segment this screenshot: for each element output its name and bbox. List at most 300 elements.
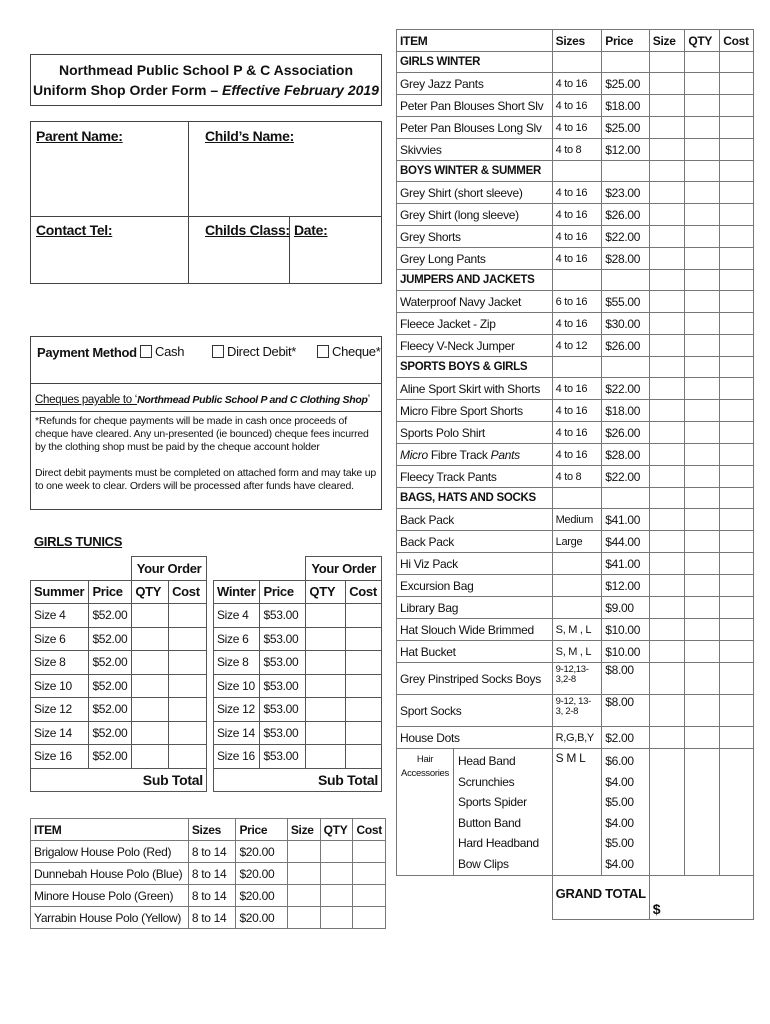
item-cost-cell[interactable] bbox=[720, 641, 754, 663]
section-title: BAGS, HATS AND SOCKS bbox=[397, 488, 553, 509]
item-sizes bbox=[552, 553, 602, 575]
item-name: Hi Viz Pack bbox=[397, 553, 553, 575]
winter-qty-cell[interactable] bbox=[306, 627, 346, 651]
item-qty-cell[interactable] bbox=[685, 619, 720, 641]
item-cost-cell[interactable] bbox=[720, 248, 754, 270]
summer-price: $52.00 bbox=[89, 627, 132, 651]
cheques-payable-line bbox=[35, 394, 370, 406]
item-price: $44.00 bbox=[602, 531, 650, 553]
item-sizes: 4 to 16 bbox=[552, 422, 602, 444]
item-qty-cell[interactable] bbox=[685, 117, 720, 139]
payment-cheque-option[interactable] bbox=[317, 344, 381, 359]
item-name-italic-part bbox=[400, 448, 520, 462]
item-size-cell[interactable] bbox=[649, 663, 685, 695]
payment-direct-debit-option[interactable] bbox=[212, 344, 296, 359]
item-sizes: 4 to 8 bbox=[552, 139, 602, 161]
cheque-checkbox[interactable] bbox=[317, 345, 329, 358]
item-qty-cell[interactable] bbox=[685, 335, 720, 357]
hair-item-price: $5.00 bbox=[605, 795, 634, 809]
item-size-cell[interactable] bbox=[649, 248, 685, 270]
item-sizes: 4 to 16 bbox=[552, 313, 602, 335]
item-name: Aline Sport Skirt with Shorts bbox=[397, 378, 553, 400]
summer-price: $52.00 bbox=[89, 651, 132, 675]
item-size-cell[interactable] bbox=[649, 291, 685, 313]
item-name: Hat Bucket bbox=[397, 641, 553, 663]
summer-qty-cell[interactable] bbox=[132, 698, 169, 722]
winter-qty-cell[interactable] bbox=[306, 745, 346, 769]
summer-cost-cell[interactable] bbox=[169, 627, 207, 651]
item-row bbox=[397, 139, 754, 161]
item-price: $2.00 bbox=[602, 727, 650, 749]
tunic-row bbox=[31, 627, 382, 651]
summer-qty-cell[interactable] bbox=[132, 674, 169, 698]
item-qty-cell[interactable] bbox=[685, 226, 720, 248]
item-size-cell[interactable] bbox=[649, 466, 685, 488]
section-title: SPORTS BOYS & GIRLS bbox=[397, 357, 553, 378]
winter-qty-cell[interactable] bbox=[306, 604, 346, 628]
summer-your-order-header: Your Order bbox=[132, 557, 207, 581]
item-sizes: 6 to 16 bbox=[552, 291, 602, 313]
item-price: $28.00 bbox=[602, 248, 650, 270]
item-cost-cell[interactable] bbox=[720, 139, 754, 161]
summer-price: $52.00 bbox=[89, 698, 132, 722]
item-sizes: R,G,B,Y bbox=[552, 727, 602, 749]
hair-empty-cell[interactable] bbox=[720, 749, 754, 876]
tunic-row bbox=[31, 698, 382, 722]
item-cost-cell[interactable] bbox=[720, 204, 754, 226]
section-empty-cell bbox=[602, 161, 650, 182]
summer-cost-header: Cost bbox=[169, 580, 207, 604]
direct-debit-checkbox[interactable] bbox=[212, 345, 224, 358]
hair-item-name: Button Band bbox=[458, 815, 521, 830]
item-row bbox=[397, 117, 754, 139]
item-sizes: 4 to 16 bbox=[552, 182, 602, 204]
item-price: $12.00 bbox=[602, 139, 650, 161]
item-name: Sport Socks bbox=[397, 695, 553, 727]
section-empty-cell bbox=[649, 161, 685, 182]
winter-cost-cell[interactable] bbox=[346, 627, 382, 651]
item-size-cell[interactable] bbox=[649, 531, 685, 553]
item-name: Peter Pan Blouses Short Slv bbox=[397, 95, 553, 117]
winter-cost-cell[interactable] bbox=[346, 651, 382, 675]
item-size-cell[interactable] bbox=[649, 335, 685, 357]
uniform-items-table bbox=[396, 29, 754, 920]
section-header-row bbox=[397, 488, 754, 509]
item-name: Grey Pinstriped Socks Boys bbox=[397, 663, 553, 695]
tunic-row bbox=[31, 721, 382, 745]
cheque-label: Cheque* bbox=[332, 344, 381, 359]
item-qty-cell[interactable] bbox=[685, 695, 720, 727]
item-size-cell[interactable] bbox=[649, 575, 685, 597]
section-empty-cell bbox=[602, 52, 650, 73]
house-sizes: 8 to 14 bbox=[188, 863, 236, 885]
item-name: Sports Polo Shirt bbox=[397, 422, 553, 444]
item-size-cell[interactable] bbox=[649, 444, 685, 466]
contact-tel-label: Contact Tel: bbox=[36, 222, 113, 238]
item-name: Hat Slouch Wide Brimmed bbox=[397, 619, 553, 641]
item-cost-cell[interactable] bbox=[720, 509, 754, 531]
item-price: $25.00 bbox=[602, 117, 650, 139]
summer-qty-cell[interactable] bbox=[132, 745, 169, 769]
winter-price: $53.00 bbox=[260, 651, 306, 675]
house-qty-cell[interactable] bbox=[320, 841, 353, 863]
house-qty-cell[interactable] bbox=[320, 863, 353, 885]
summer-cost-cell[interactable] bbox=[169, 721, 207, 745]
grand-total-label: GRAND TOTAL bbox=[552, 876, 649, 920]
house-row bbox=[31, 841, 386, 863]
item-qty-cell[interactable] bbox=[685, 509, 720, 531]
item-size-cell[interactable] bbox=[649, 226, 685, 248]
winter-price: $53.00 bbox=[260, 674, 306, 698]
item-cost-cell[interactable] bbox=[720, 335, 754, 357]
winter-qty-cell[interactable] bbox=[306, 674, 346, 698]
house-header-size: Size bbox=[287, 819, 320, 841]
item-row bbox=[397, 509, 754, 531]
item-cost-cell[interactable] bbox=[720, 95, 754, 117]
house-cost-cell[interactable] bbox=[353, 841, 386, 863]
house-price: $20.00 bbox=[236, 885, 287, 907]
item-price: $22.00 bbox=[602, 378, 650, 400]
hair-item-price: $4.00 bbox=[605, 774, 634, 789]
hair-item-name: Sports Spider bbox=[458, 795, 527, 809]
section-empty-cell bbox=[685, 270, 720, 291]
winter-size: Size 4 bbox=[213, 604, 259, 628]
section-empty-cell bbox=[685, 357, 720, 378]
hair-empty-cell[interactable] bbox=[649, 749, 685, 876]
house-header-qty: QTY bbox=[320, 819, 353, 841]
item-qty-cell[interactable] bbox=[685, 182, 720, 204]
item-row bbox=[397, 378, 754, 400]
summer-qty-cell[interactable] bbox=[132, 721, 169, 745]
house-size-cell[interactable] bbox=[287, 885, 320, 907]
item-sizes: Medium bbox=[552, 509, 602, 531]
house-qty-cell[interactable] bbox=[320, 907, 353, 929]
section-empty-cell bbox=[602, 357, 650, 378]
item-size-cell[interactable] bbox=[649, 619, 685, 641]
item-qty-cell[interactable] bbox=[685, 204, 720, 226]
section-empty-cell bbox=[649, 488, 685, 509]
item-row bbox=[397, 575, 754, 597]
winter-cost-cell[interactable] bbox=[346, 674, 382, 698]
item-qty-cell[interactable] bbox=[685, 139, 720, 161]
item-cost-cell[interactable] bbox=[720, 619, 754, 641]
item-qty-cell[interactable] bbox=[685, 531, 720, 553]
winter-price: $53.00 bbox=[260, 698, 306, 722]
hair-prices bbox=[602, 749, 650, 876]
grand-total-spacer bbox=[397, 876, 553, 920]
item-qty-cell[interactable] bbox=[685, 400, 720, 422]
item-price: $26.00 bbox=[602, 335, 650, 357]
item-qty-cell[interactable] bbox=[685, 313, 720, 335]
item-sizes: 4 to 8 bbox=[552, 466, 602, 488]
section-header-row bbox=[397, 52, 754, 73]
cheques-payable-name: Northmead Public School P and C Clothing Shop bbox=[137, 394, 368, 406]
item-cost-cell[interactable] bbox=[720, 378, 754, 400]
item-size-cell[interactable] bbox=[649, 117, 685, 139]
item-row bbox=[397, 291, 754, 313]
winter-cost-cell[interactable] bbox=[346, 698, 382, 722]
details-box bbox=[30, 121, 382, 284]
direct-debit-label: Direct Debit* bbox=[227, 344, 297, 359]
form-title-box bbox=[30, 54, 382, 106]
item-size-cell[interactable] bbox=[649, 597, 685, 619]
item-qty-cell[interactable] bbox=[685, 663, 720, 695]
winter-price: $53.00 bbox=[260, 604, 306, 628]
winter-size: Size 6 bbox=[213, 627, 259, 651]
section-empty-cell bbox=[720, 52, 754, 73]
winter-price: $53.00 bbox=[260, 745, 306, 769]
summer-cost-cell[interactable] bbox=[169, 604, 207, 628]
item-price: $10.00 bbox=[602, 641, 650, 663]
item-sizes: 4 to 16 bbox=[552, 73, 602, 95]
winter-qty-cell[interactable] bbox=[306, 721, 346, 745]
winter-size: Size 12 bbox=[213, 698, 259, 722]
section-empty-cell bbox=[602, 270, 650, 291]
section-empty-cell bbox=[685, 488, 720, 509]
winter-cost-cell[interactable] bbox=[346, 721, 382, 745]
item-qty-cell[interactable] bbox=[685, 73, 720, 95]
section-empty-cell bbox=[552, 270, 602, 291]
hair-item-name: Bow Clips bbox=[458, 856, 509, 871]
winter-size: Size 14 bbox=[213, 721, 259, 745]
item-row bbox=[397, 663, 754, 695]
summer-qty-cell[interactable] bbox=[132, 604, 169, 628]
house-size-cell[interactable] bbox=[287, 907, 320, 929]
house-size-cell[interactable] bbox=[287, 841, 320, 863]
house-polo-table bbox=[30, 818, 386, 929]
item-name: Back Pack bbox=[397, 531, 553, 553]
item-name: Grey Shorts bbox=[397, 226, 553, 248]
section-empty-cell bbox=[649, 270, 685, 291]
item-qty-cell[interactable] bbox=[685, 248, 720, 270]
item-header-price: Price bbox=[602, 30, 650, 52]
item-header-item: ITEM bbox=[397, 30, 553, 52]
winter-price: $53.00 bbox=[260, 721, 306, 745]
item-size-cell[interactable] bbox=[649, 400, 685, 422]
item-name: House Dots bbox=[397, 727, 553, 749]
item-price: $22.00 bbox=[602, 226, 650, 248]
item-size-cell[interactable] bbox=[649, 509, 685, 531]
item-size-cell[interactable] bbox=[649, 727, 685, 749]
item-qty-cell[interactable] bbox=[685, 597, 720, 619]
item-cost-cell[interactable] bbox=[720, 663, 754, 695]
item-qty-cell[interactable] bbox=[685, 291, 720, 313]
item-cost-cell[interactable] bbox=[720, 695, 754, 727]
hair-item-price: $4.00 bbox=[605, 815, 634, 830]
item-size-cell[interactable] bbox=[649, 641, 685, 663]
item-qty-cell[interactable] bbox=[685, 727, 720, 749]
item-price: $10.00 bbox=[602, 619, 650, 641]
item-row bbox=[397, 204, 754, 226]
item-name: Waterproof Navy Jacket bbox=[397, 291, 553, 313]
section-empty-cell bbox=[602, 488, 650, 509]
item-qty-cell[interactable] bbox=[685, 641, 720, 663]
tunic-spacer bbox=[206, 721, 213, 745]
item-name: Fleecy V-Neck Jumper bbox=[397, 335, 553, 357]
winter-qty-cell[interactable] bbox=[306, 651, 346, 675]
item-price: $55.00 bbox=[602, 291, 650, 313]
section-empty-cell bbox=[552, 357, 602, 378]
section-empty-cell bbox=[649, 52, 685, 73]
item-header-sizes: Sizes bbox=[552, 30, 602, 52]
item-qty-cell[interactable] bbox=[685, 378, 720, 400]
house-size-cell[interactable] bbox=[287, 863, 320, 885]
item-cost-cell[interactable] bbox=[720, 466, 754, 488]
tunic-spacer bbox=[206, 627, 213, 651]
girls-tunics-table bbox=[30, 556, 382, 792]
item-cost-cell[interactable] bbox=[720, 400, 754, 422]
item-name: Grey Shirt (short sleeve) bbox=[397, 182, 553, 204]
winter-cost-cell[interactable] bbox=[346, 604, 382, 628]
tunic-spacer bbox=[206, 745, 213, 769]
house-cost-cell[interactable] bbox=[353, 863, 386, 885]
winter-your-order-header: Your Order bbox=[306, 557, 382, 581]
parent-name-label: Parent Name: bbox=[36, 128, 123, 144]
summer-qty-cell[interactable] bbox=[132, 627, 169, 651]
hair-empty-cell[interactable] bbox=[685, 749, 720, 876]
item-sizes: 4 to 16 bbox=[552, 248, 602, 270]
cheques-payable-prefix: Cheques payable to ‘ bbox=[35, 394, 138, 406]
summer-cost-cell[interactable] bbox=[169, 698, 207, 722]
girls-tunics-title: GIRLS TUNICS bbox=[34, 534, 123, 549]
item-cost-cell[interactable] bbox=[720, 226, 754, 248]
grand-total-value[interactable]: $ bbox=[649, 876, 753, 920]
house-cost-cell[interactable] bbox=[353, 907, 386, 929]
item-size-cell[interactable] bbox=[649, 422, 685, 444]
item-row bbox=[397, 248, 754, 270]
section-header-row bbox=[397, 270, 754, 291]
house-qty-cell[interactable] bbox=[320, 885, 353, 907]
item-size-cell[interactable] bbox=[649, 204, 685, 226]
item-name: Grey Jazz Pants bbox=[397, 73, 553, 95]
item-sizes: 4 to 16 bbox=[552, 444, 602, 466]
winter-cost-cell[interactable] bbox=[346, 745, 382, 769]
item-cost-cell[interactable] bbox=[720, 575, 754, 597]
item-size-cell[interactable] bbox=[649, 695, 685, 727]
house-sizes: 8 to 14 bbox=[188, 907, 236, 929]
item-cost-cell[interactable] bbox=[720, 444, 754, 466]
summer-qty-cell[interactable] bbox=[132, 651, 169, 675]
summer-price: $52.00 bbox=[89, 674, 132, 698]
item-qty-cell[interactable] bbox=[685, 466, 720, 488]
item-cost-cell[interactable] bbox=[720, 313, 754, 335]
form-title-effective-date: Effective February 2019 bbox=[222, 82, 379, 98]
item-size-cell[interactable] bbox=[649, 553, 685, 575]
hair-item-price: $5.00 bbox=[605, 836, 634, 850]
item-name: Skivvies bbox=[397, 139, 553, 161]
item-cost-cell[interactable] bbox=[720, 553, 754, 575]
summer-size: Size 6 bbox=[31, 627, 89, 651]
item-cost-cell[interactable] bbox=[720, 73, 754, 95]
cash-checkbox[interactable] bbox=[140, 345, 152, 358]
item-row bbox=[397, 73, 754, 95]
house-header-cost: Cost bbox=[353, 819, 386, 841]
item-price: $22.00 bbox=[602, 466, 650, 488]
grand-total-row bbox=[397, 876, 754, 920]
item-cost-cell[interactable] bbox=[720, 727, 754, 749]
item-price: $41.00 bbox=[602, 509, 650, 531]
summer-size: Size 16 bbox=[31, 745, 89, 769]
hair-item-name: Hard Headband bbox=[458, 836, 539, 850]
item-size-cell[interactable] bbox=[649, 139, 685, 161]
item-size-cell[interactable] bbox=[649, 95, 685, 117]
hair-item-name: Head Band bbox=[458, 754, 516, 768]
item-sizes: 4 to 16 bbox=[552, 117, 602, 139]
winter-qty-cell[interactable] bbox=[306, 698, 346, 722]
item-row bbox=[397, 553, 754, 575]
house-row bbox=[31, 907, 386, 929]
item-cost-cell[interactable] bbox=[720, 291, 754, 313]
cash-label: Cash bbox=[155, 344, 185, 359]
item-row bbox=[397, 95, 754, 117]
section-empty-cell bbox=[685, 52, 720, 73]
item-qty-cell[interactable] bbox=[685, 95, 720, 117]
winter-size: Size 16 bbox=[213, 745, 259, 769]
item-cost-cell[interactable] bbox=[720, 422, 754, 444]
item-name: Back Pack bbox=[397, 509, 553, 531]
winter-price-header: Price bbox=[260, 580, 306, 604]
form-title-line2 bbox=[33, 80, 379, 100]
payment-cash-option[interactable] bbox=[140, 344, 184, 359]
section-empty-cell bbox=[720, 161, 754, 182]
summer-cost-cell[interactable] bbox=[169, 674, 207, 698]
item-name: Library Bag bbox=[397, 597, 553, 619]
section-title: BOYS WINTER & SUMMER bbox=[397, 161, 553, 182]
item-sizes: 4 to 16 bbox=[552, 204, 602, 226]
item-sizes: 4 to 16 bbox=[552, 226, 602, 248]
item-qty-cell[interactable] bbox=[685, 553, 720, 575]
hair-accessories-wrap bbox=[397, 749, 552, 875]
summer-size: Size 8 bbox=[31, 651, 89, 675]
summer-cost-cell[interactable] bbox=[169, 745, 207, 769]
tunic-spacer bbox=[206, 651, 213, 675]
summer-cost-cell[interactable] bbox=[169, 651, 207, 675]
item-size-cell[interactable] bbox=[649, 313, 685, 335]
item-size-cell[interactable] bbox=[649, 73, 685, 95]
hair-accessories-label: Hair Accessories bbox=[397, 749, 454, 875]
house-cost-cell[interactable] bbox=[353, 885, 386, 907]
item-row bbox=[397, 444, 754, 466]
item-cost-cell[interactable] bbox=[720, 117, 754, 139]
cheques-payable-suffix: ’ bbox=[367, 394, 370, 406]
item-cost-cell[interactable] bbox=[720, 182, 754, 204]
house-price: $20.00 bbox=[236, 863, 287, 885]
item-qty-cell[interactable] bbox=[685, 444, 720, 466]
house-item: Brigalow House Polo (Red) bbox=[31, 841, 189, 863]
item-row bbox=[397, 619, 754, 641]
date-label: Date: bbox=[294, 222, 328, 238]
item-size-cell[interactable] bbox=[649, 182, 685, 204]
section-empty-cell bbox=[649, 357, 685, 378]
item-row bbox=[397, 597, 754, 619]
tunic-row bbox=[31, 745, 382, 769]
item-size-cell[interactable] bbox=[649, 378, 685, 400]
direct-debit-note: Direct debit payments must be completed on attached form and may take up to one week to clear. Orders will be processed after funds have cleared. bbox=[35, 467, 377, 492]
item-header-qty: QTY bbox=[685, 30, 720, 52]
item-cost-cell[interactable] bbox=[720, 597, 754, 619]
tunic-spacer bbox=[206, 604, 213, 628]
winter-size: Size 10 bbox=[213, 674, 259, 698]
item-cost-cell[interactable] bbox=[720, 531, 754, 553]
item-qty-cell[interactable] bbox=[685, 422, 720, 444]
tunic-spacer bbox=[206, 698, 213, 722]
item-qty-cell[interactable] bbox=[685, 575, 720, 597]
item-price: $9.00 bbox=[602, 597, 650, 619]
section-empty-cell bbox=[720, 488, 754, 509]
item-row bbox=[397, 466, 754, 488]
summer-size: Size 4 bbox=[31, 604, 89, 628]
item-price: $30.00 bbox=[602, 313, 650, 335]
